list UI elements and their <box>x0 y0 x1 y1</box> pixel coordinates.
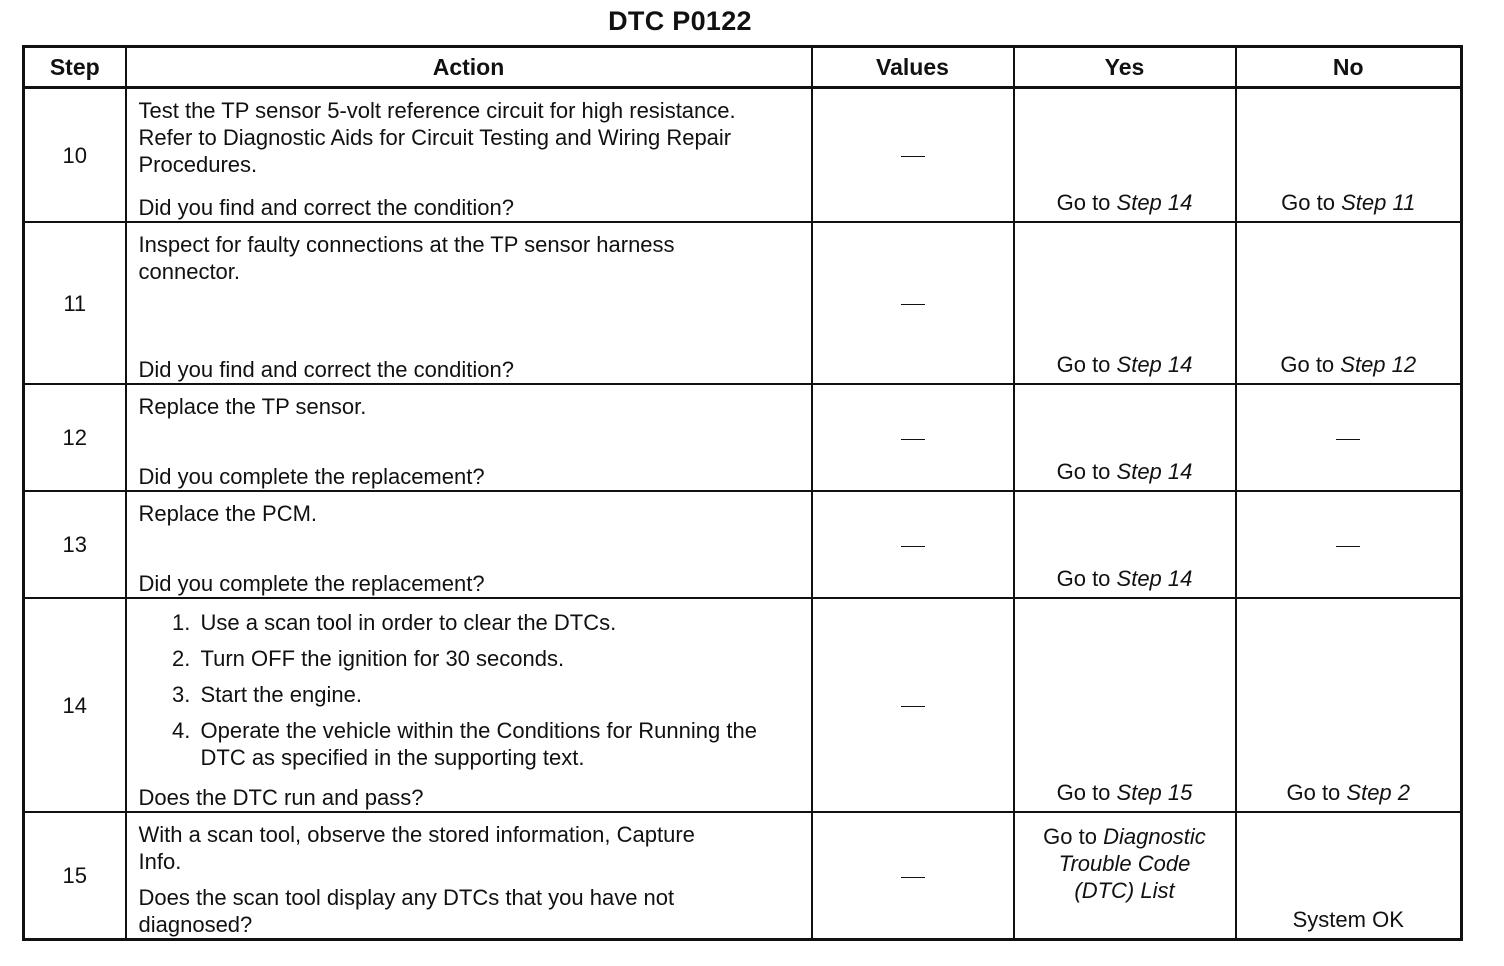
action-cell <box>126 384 812 491</box>
yes-prefix: Go to <box>1043 824 1104 849</box>
table-row <box>24 491 1462 598</box>
action-cell <box>126 598 812 812</box>
dash-mark <box>901 304 925 305</box>
yes-cell <box>1014 222 1236 384</box>
action-cell <box>126 222 812 384</box>
values-cell <box>812 222 1014 384</box>
no-step-ref: Step 2 <box>1346 780 1411 805</box>
action-question: Did you find and correct the condition? <box>138 195 514 220</box>
no-step-ref: Step 12 <box>1340 352 1417 377</box>
action-cell <box>126 491 812 598</box>
no-prefix: Go to <box>1280 352 1341 377</box>
list-item: 2. Turn OFF the ignition for 30 seconds. <box>197 645 801 672</box>
header-no: No <box>1236 47 1462 88</box>
table-row <box>24 812 1462 940</box>
dash-mark <box>901 706 925 707</box>
no-cell: System OK <box>1236 812 1462 940</box>
yes-step-ref: Step 14 <box>1116 190 1193 215</box>
step-number: 13 <box>24 491 126 598</box>
no-prefix: Go to <box>1286 780 1347 805</box>
table-row <box>24 88 1462 223</box>
step-number: 11 <box>24 222 126 384</box>
yes-diagnostic-ref: Diagnostic Trouble Code (DTC) List <box>1058 824 1206 903</box>
values-cell <box>812 88 1014 223</box>
action-question: Did you complete the replacement? <box>138 571 485 596</box>
no-cell <box>1236 491 1462 598</box>
action-question: Does the scan tool display any DTCs that you have not diagnosed? <box>138 885 675 937</box>
values-cell <box>812 384 1014 491</box>
table-row <box>24 598 1462 812</box>
diagnostic-table <box>22 45 1463 941</box>
list-item: 1. Use a scan tool in order to clear the DTCs. <box>197 609 801 636</box>
action-cell <box>126 812 812 940</box>
header-values: Values <box>812 47 1014 88</box>
no-cell <box>1236 598 1462 812</box>
yes-prefix: Go to <box>1056 190 1117 215</box>
action-question: Did you find and correct the condition? <box>138 357 514 382</box>
yes-step-ref: Step 14 <box>1116 352 1193 377</box>
step-number: 15 <box>24 812 126 940</box>
table-row <box>24 384 1462 491</box>
dash-mark <box>901 439 925 440</box>
no-cell <box>1236 222 1462 384</box>
action-question: Did you complete the replacement? <box>138 464 485 489</box>
yes-prefix: Go to <box>1056 352 1117 377</box>
values-cell <box>812 598 1014 812</box>
document-title: DTC P0122 <box>608 6 752 36</box>
yes-step-ref: Step 15 <box>1116 780 1193 805</box>
yes-cell <box>1014 88 1236 223</box>
action-text: Replace the TP sensor. <box>138 394 367 419</box>
no-cell <box>1236 384 1462 491</box>
action-cell <box>126 88 812 223</box>
header-action: Action <box>126 47 812 88</box>
dash-mark <box>1336 439 1360 440</box>
list-item: 4. Operate the vehicle within the Conditions for Running the DTC as specified in the supporting text. <box>197 717 801 771</box>
action-text: Replace the PCM. <box>138 501 318 526</box>
yes-cell <box>1014 812 1236 940</box>
yes-cell <box>1014 598 1236 812</box>
dash-mark <box>901 546 925 547</box>
step-number: 14 <box>24 598 126 812</box>
action-question: Does the DTC run and pass? <box>138 785 424 810</box>
dash-mark <box>901 156 925 157</box>
yes-prefix: Go to <box>1056 459 1117 484</box>
yes-step-ref: Step 14 <box>1116 566 1193 591</box>
yes-prefix: Go to <box>1056 566 1117 591</box>
yes-cell <box>1014 491 1236 598</box>
no-prefix: Go to <box>1281 190 1342 215</box>
step-number: 12 <box>24 384 126 491</box>
values-cell <box>812 812 1014 940</box>
header-step: Step <box>24 47 126 88</box>
header-row <box>24 47 1462 88</box>
yes-cell <box>1014 384 1236 491</box>
values-cell <box>812 491 1014 598</box>
header-yes: Yes <box>1014 47 1236 88</box>
action-text: With a scan tool, observe the stored information, Capture Info. <box>138 822 695 874</box>
dash-mark <box>901 877 925 878</box>
list-item: 3. Start the engine. <box>197 681 801 708</box>
step-number: 10 <box>24 88 126 223</box>
no-step-ref: Step 11 <box>1341 190 1416 215</box>
action-text: Inspect for faulty connections at the TP sensor harness connector. <box>138 232 675 284</box>
procedure-list <box>139 609 801 771</box>
dash-mark <box>1336 546 1360 547</box>
no-cell <box>1236 88 1462 223</box>
yes-step-ref: Step 14 <box>1116 459 1193 484</box>
yes-prefix: Go to <box>1056 780 1117 805</box>
table-row <box>24 222 1462 384</box>
action-text: Test the TP sensor 5-volt reference circuit for high resistance. Refer to Diagnostic Aids for Circuit Testing and Wiring Repair Procedures. <box>138 98 736 177</box>
